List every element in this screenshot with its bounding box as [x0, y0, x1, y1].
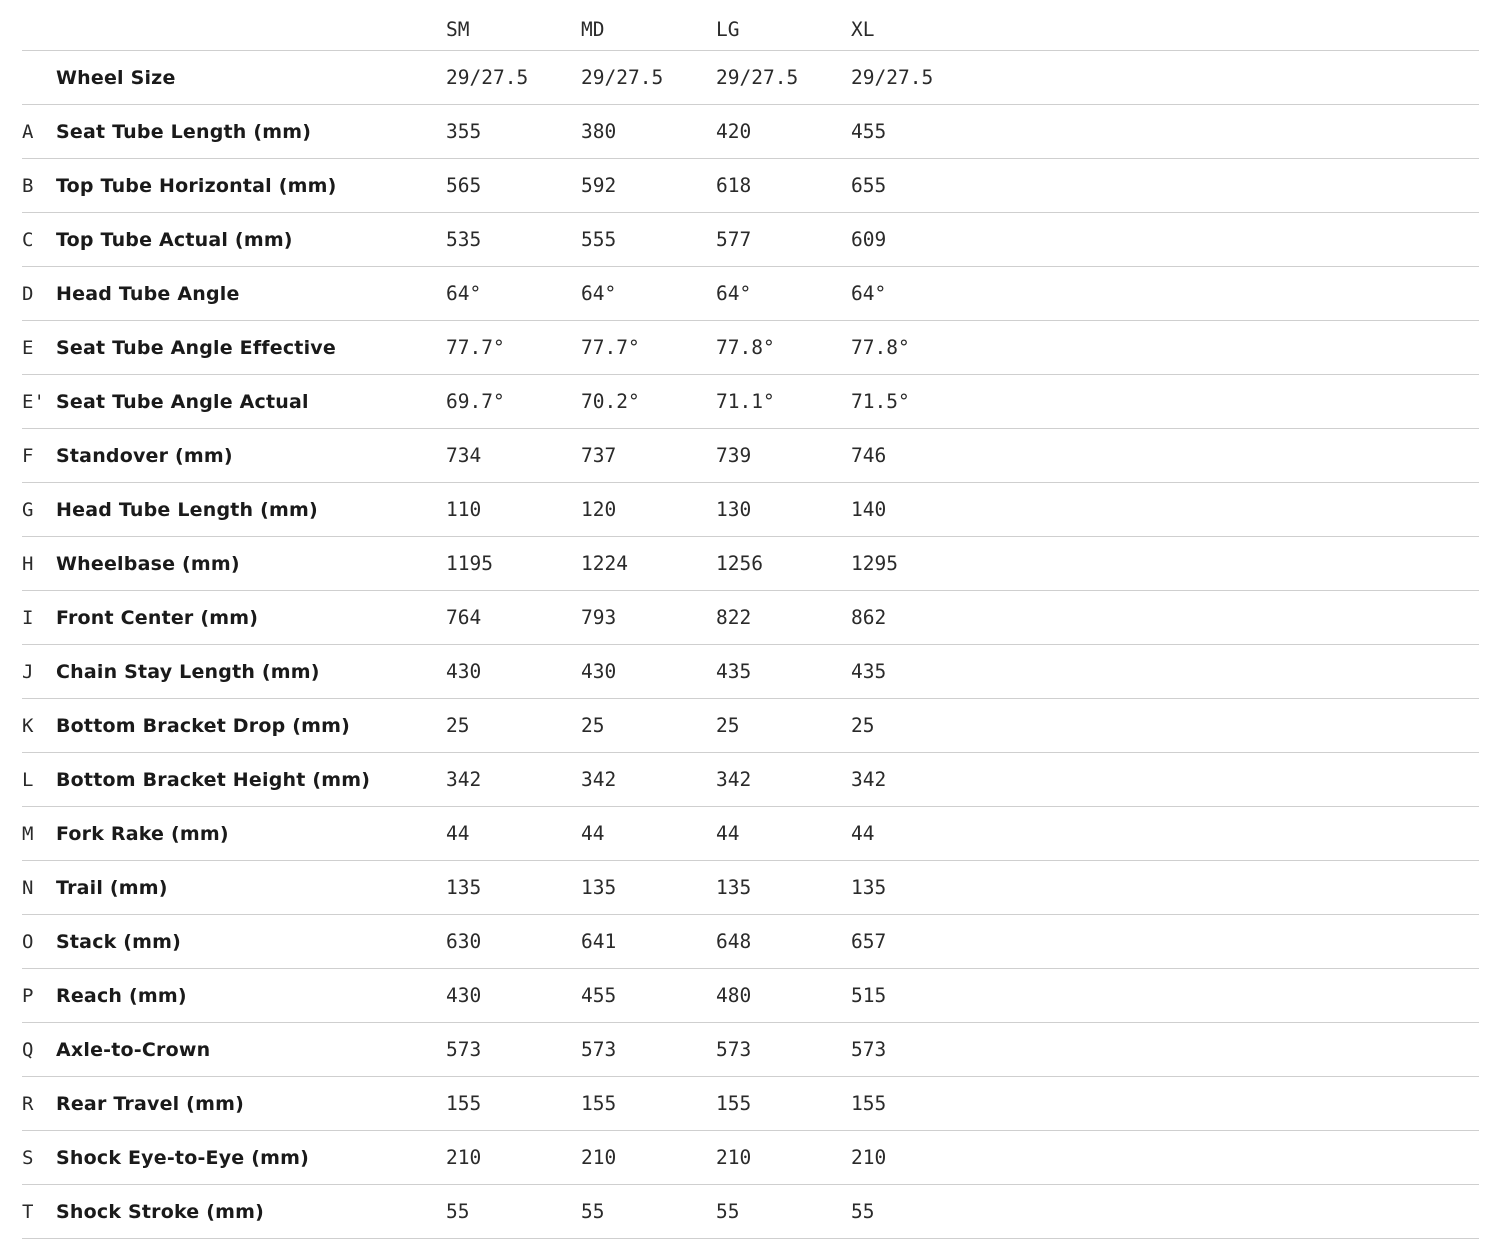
table-row — [22, 429, 1479, 483]
row-label: Trail (mm) — [56, 876, 168, 899]
row-letter: J — [22, 660, 34, 683]
value-cell-xl: 342 — [851, 768, 887, 791]
value-cell-md: 210 — [581, 1146, 617, 1169]
table-row — [22, 537, 1479, 591]
value-cell-sm: 764 — [446, 606, 482, 629]
size-header-xl: XL — [851, 18, 875, 41]
row-letter: Q — [22, 1038, 34, 1061]
value-cell-lg: 135 — [716, 876, 752, 899]
row-letter: H — [22, 552, 34, 575]
row-letter: N — [22, 876, 34, 899]
row-label: Seat Tube Angle Effective — [56, 336, 336, 359]
value-cell-lg: 55 — [716, 1200, 740, 1223]
row-label: Stack (mm) — [56, 930, 182, 953]
value-cell-lg: 648 — [716, 930, 752, 953]
value-cell-md: 342 — [581, 768, 617, 791]
row-letter: P — [22, 984, 34, 1007]
value-cell-lg: 618 — [716, 174, 752, 197]
row-letter: D — [22, 282, 34, 305]
table-row — [22, 1131, 1479, 1185]
value-cell-sm: 1195 — [446, 552, 493, 575]
value-cell-md: 120 — [581, 498, 617, 521]
value-cell-sm: 135 — [446, 876, 482, 899]
row-label: Chain Stay Length (mm) — [56, 660, 320, 683]
value-cell-md: 455 — [581, 984, 617, 1007]
row-label: Axle-to-Crown — [56, 1038, 211, 1061]
value-cell-xl: 746 — [851, 444, 887, 467]
value-cell-xl: 1295 — [851, 552, 898, 575]
value-cell-lg: 77.8° — [716, 336, 775, 359]
value-cell-sm: 110 — [446, 498, 482, 521]
table-row — [22, 267, 1479, 321]
row-label: Seat Tube Length (mm) — [56, 120, 312, 143]
value-cell-lg: 155 — [716, 1092, 752, 1115]
value-cell-sm: 430 — [446, 984, 482, 1007]
table-row — [22, 51, 1479, 105]
value-cell-xl: 25 — [851, 714, 875, 737]
value-cell-md: 555 — [581, 228, 617, 251]
row-label: Head Tube Angle — [56, 282, 240, 305]
table-row — [22, 591, 1479, 645]
row-letter: O — [22, 930, 34, 953]
value-cell-xl: 655 — [851, 174, 887, 197]
row-label: Reach (mm) — [56, 984, 187, 1007]
value-cell-xl: 435 — [851, 660, 887, 683]
value-cell-lg: 210 — [716, 1146, 752, 1169]
value-cell-lg: 64° — [716, 282, 752, 305]
value-cell-md: 592 — [581, 174, 617, 197]
value-cell-lg: 435 — [716, 660, 752, 683]
value-cell-xl: 609 — [851, 228, 887, 251]
table-row — [22, 483, 1479, 537]
value-cell-md: 44 — [581, 822, 605, 845]
row-label: Wheel Size — [56, 66, 176, 89]
table-row — [22, 969, 1479, 1023]
value-cell-xl: 44 — [851, 822, 875, 845]
row-letter: K — [22, 714, 34, 737]
row-letter: R — [22, 1092, 34, 1115]
value-cell-md: 70.2° — [581, 390, 640, 413]
value-cell-md: 737 — [581, 444, 617, 467]
value-cell-xl: 64° — [851, 282, 887, 305]
size-header-sm: SM — [446, 18, 470, 41]
row-label: Rear Travel (mm) — [56, 1092, 244, 1115]
size-header-lg: LG — [716, 18, 740, 41]
table-row — [22, 1077, 1479, 1131]
value-cell-sm: 535 — [446, 228, 482, 251]
value-cell-md: 573 — [581, 1038, 617, 1061]
value-cell-xl: 657 — [851, 930, 887, 953]
value-cell-lg: 577 — [716, 228, 752, 251]
table-row — [22, 105, 1479, 159]
value-cell-xl: 155 — [851, 1092, 887, 1115]
value-cell-xl: 140 — [851, 498, 887, 521]
row-letter: L — [22, 768, 34, 791]
row-label: Top Tube Horizontal (mm) — [56, 174, 337, 197]
value-cell-sm: 342 — [446, 768, 482, 791]
row-letter: M — [22, 822, 34, 845]
row-label: Shock Eye-to-Eye (mm) — [56, 1146, 309, 1169]
row-label: Wheelbase (mm) — [56, 552, 240, 575]
value-cell-xl: 55 — [851, 1200, 875, 1223]
value-cell-md: 77.7° — [581, 336, 640, 359]
value-cell-sm: 565 — [446, 174, 482, 197]
table-row — [22, 753, 1479, 807]
value-cell-sm: 734 — [446, 444, 482, 467]
row-letter: E — [22, 336, 34, 359]
row-label: Bottom Bracket Height (mm) — [56, 768, 371, 791]
table-row — [22, 807, 1479, 861]
row-letter: C — [22, 228, 34, 251]
table-row — [22, 915, 1479, 969]
value-cell-sm: 55 — [446, 1200, 470, 1223]
row-label: Bottom Bracket Drop (mm) — [56, 714, 350, 737]
value-cell-xl: 455 — [851, 120, 887, 143]
value-cell-sm: 573 — [446, 1038, 482, 1061]
table-row — [22, 699, 1479, 753]
value-cell-lg: 130 — [716, 498, 752, 521]
value-cell-sm: 25 — [446, 714, 470, 737]
table-row — [22, 159, 1479, 213]
value-cell-lg: 480 — [716, 984, 752, 1007]
value-cell-md: 155 — [581, 1092, 617, 1115]
value-cell-sm: 77.7° — [446, 336, 505, 359]
value-cell-md: 55 — [581, 1200, 605, 1223]
value-cell-sm: 64° — [446, 282, 482, 305]
table-row — [22, 213, 1479, 267]
row-letter: B — [22, 174, 34, 197]
value-cell-lg: 44 — [716, 822, 740, 845]
geometry-table — [22, 0, 1479, 1239]
value-cell-md: 430 — [581, 660, 617, 683]
table-row — [22, 645, 1479, 699]
value-cell-lg: 1256 — [716, 552, 763, 575]
value-cell-sm: 430 — [446, 660, 482, 683]
size-header-md: MD — [581, 18, 605, 41]
value-cell-sm: 44 — [446, 822, 470, 845]
table-row — [22, 1185, 1479, 1239]
value-cell-lg: 342 — [716, 768, 752, 791]
value-cell-md: 1224 — [581, 552, 628, 575]
table-row — [22, 1023, 1479, 1077]
table-row — [22, 375, 1479, 429]
value-cell-sm: 29/27.5 — [446, 66, 529, 89]
value-cell-lg: 822 — [716, 606, 752, 629]
table-row — [22, 861, 1479, 915]
row-letter: E' — [22, 390, 45, 413]
value-cell-lg: 573 — [716, 1038, 752, 1061]
value-cell-md: 29/27.5 — [581, 66, 664, 89]
row-letter: I — [22, 606, 34, 629]
value-cell-xl: 77.8° — [851, 336, 910, 359]
row-letter: S — [22, 1146, 34, 1169]
row-label: Head Tube Length (mm) — [56, 498, 318, 521]
row-letter: G — [22, 498, 34, 521]
row-label: Standover (mm) — [56, 444, 233, 467]
value-cell-xl: 29/27.5 — [851, 66, 934, 89]
row-label: Fork Rake (mm) — [56, 822, 229, 845]
value-cell-lg: 29/27.5 — [716, 66, 799, 89]
value-cell-sm: 69.7° — [446, 390, 505, 413]
row-letter: F — [22, 444, 34, 467]
value-cell-md: 641 — [581, 930, 617, 953]
size-header-row — [22, 0, 1479, 51]
value-cell-xl: 210 — [851, 1146, 887, 1169]
value-cell-sm: 210 — [446, 1146, 482, 1169]
row-label: Seat Tube Angle Actual — [56, 390, 309, 413]
value-cell-xl: 862 — [851, 606, 887, 629]
row-label: Front Center (mm) — [56, 606, 259, 629]
value-cell-lg: 420 — [716, 120, 752, 143]
value-cell-sm: 155 — [446, 1092, 482, 1115]
row-label: Top Tube Actual (mm) — [56, 228, 293, 251]
row-letter: T — [22, 1200, 34, 1223]
value-cell-md: 64° — [581, 282, 617, 305]
value-cell-md: 793 — [581, 606, 617, 629]
value-cell-lg: 71.1° — [716, 390, 775, 413]
value-cell-xl: 573 — [851, 1038, 887, 1061]
value-cell-xl: 71.5° — [851, 390, 910, 413]
value-cell-md: 135 — [581, 876, 617, 899]
table-row — [22, 321, 1479, 375]
value-cell-md: 25 — [581, 714, 605, 737]
value-cell-lg: 25 — [716, 714, 740, 737]
row-letter: A — [22, 120, 34, 143]
value-cell-sm: 355 — [446, 120, 482, 143]
value-cell-sm: 630 — [446, 930, 482, 953]
value-cell-md: 380 — [581, 120, 617, 143]
row-label: Shock Stroke (mm) — [56, 1200, 264, 1223]
value-cell-xl: 135 — [851, 876, 887, 899]
value-cell-xl: 515 — [851, 984, 887, 1007]
value-cell-lg: 739 — [716, 444, 752, 467]
